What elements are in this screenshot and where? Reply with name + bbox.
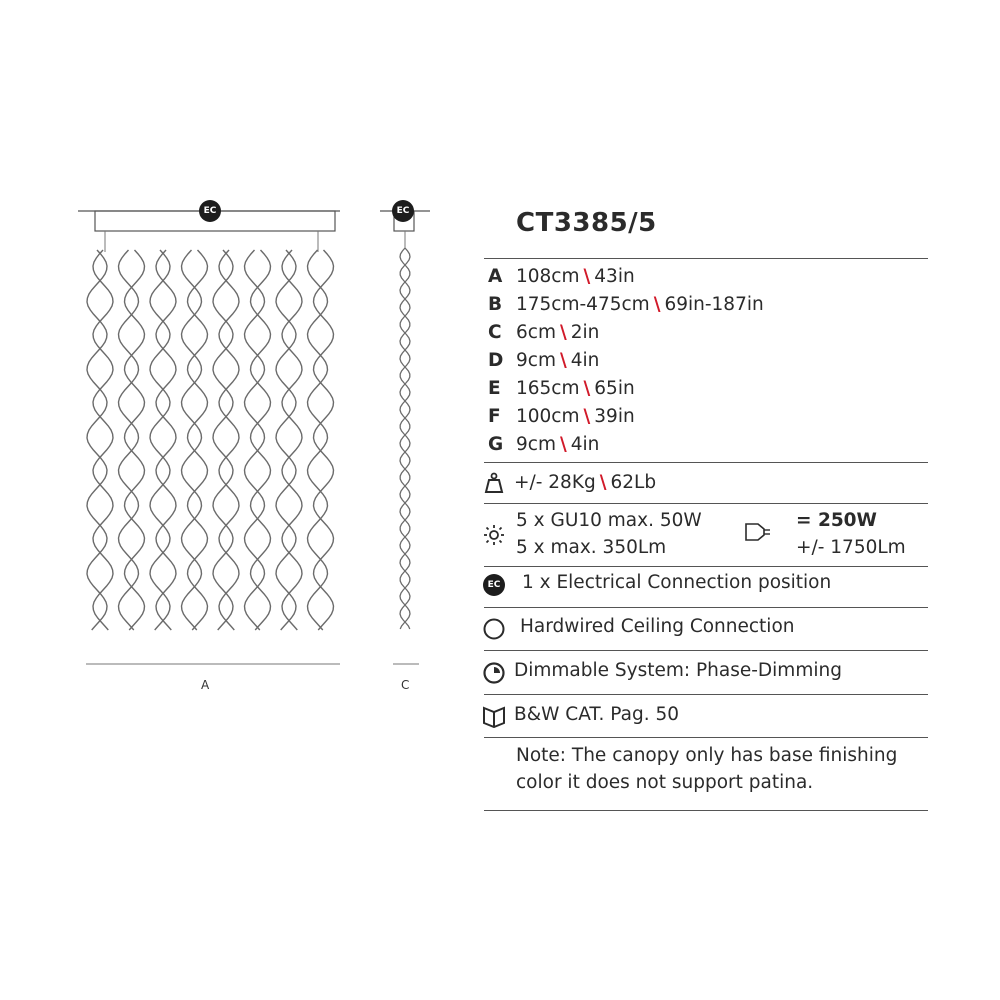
divider <box>484 503 928 504</box>
chain-strand <box>188 250 208 630</box>
chain-strand <box>156 250 176 630</box>
dimmable-text: Dimmable System: Phase-Dimming <box>514 660 842 681</box>
circle-icon <box>482 617 506 641</box>
chandelier-side-view <box>400 248 410 629</box>
dimension-metric: 165cm <box>516 378 580 399</box>
dimension-row <box>488 319 599 347</box>
dimension-letter: B <box>488 294 503 315</box>
dimension-metric: 108cm <box>516 266 580 287</box>
model-title: CT3385/5 <box>516 208 657 238</box>
dimension-metric: 6cm <box>516 322 556 343</box>
divider <box>484 694 928 695</box>
hardwired-text: Hardwired Ceiling Connection <box>520 616 795 637</box>
divider <box>484 810 928 811</box>
divider <box>484 566 928 567</box>
dimension-imperial: 43in <box>594 266 635 287</box>
label-side-c: C <box>401 678 410 692</box>
divider <box>484 650 928 651</box>
chandelier-front-view <box>87 250 334 630</box>
chain-strand <box>314 250 334 630</box>
bulbs-text: 5 x GU10 max. 50W <box>516 510 702 531</box>
separator: \ <box>583 266 591 287</box>
dimension-letter: C <box>488 322 502 343</box>
separator: \ <box>559 434 567 455</box>
total-watt: = 250W <box>796 510 877 531</box>
ec-badge-front: EC <box>199 200 221 222</box>
dimension-metric: 175cm-475cm <box>516 294 650 315</box>
dimension-row <box>488 403 635 431</box>
chain-strand <box>93 250 113 630</box>
catalog-text: B&W CAT. Pag. 50 <box>514 704 680 725</box>
dimension-row <box>488 375 635 403</box>
separator: \ <box>653 294 661 315</box>
chain-strand <box>245 250 265 630</box>
separator: \ <box>599 472 607 493</box>
chain-strand <box>219 250 239 630</box>
dimension-metric: 100cm <box>516 406 580 427</box>
dimension-letter: G <box>488 434 504 455</box>
dimension-letter: D <box>488 350 504 371</box>
dimension-row <box>488 431 599 459</box>
dimension-row <box>488 347 599 375</box>
dimension-imperial: 65in <box>594 378 635 399</box>
chain-strand <box>251 250 271 630</box>
divider <box>484 462 928 463</box>
dimmer-icon <box>482 661 506 685</box>
technical-drawing <box>0 0 480 720</box>
separator: \ <box>559 350 567 371</box>
chain-strand <box>150 250 170 630</box>
chain-strand <box>119 250 139 630</box>
separator: \ <box>559 322 567 343</box>
ec-badge-side: EC <box>392 200 414 222</box>
weight-metric: +/- 28Kg <box>514 472 596 493</box>
sun-icon <box>483 524 505 546</box>
dimension-row <box>488 291 764 319</box>
dimension-imperial: 2in <box>570 322 600 343</box>
divider <box>484 258 928 259</box>
dimension-imperial: 69in-187in <box>664 294 764 315</box>
dimension-row <box>488 263 635 291</box>
weight-text <box>514 472 656 493</box>
total-lumens: +/- 1750Lm <box>796 537 906 558</box>
dimension-metric: 9cm <box>516 434 556 455</box>
chain-strand <box>213 250 233 630</box>
dimension-letter: E <box>488 378 501 399</box>
chain-strand <box>308 250 328 630</box>
chain-strand <box>276 250 296 630</box>
label-front-a: A <box>201 678 210 692</box>
ec-badge-legend: EC <box>483 574 505 596</box>
separator: \ <box>583 378 591 399</box>
catalog-icon <box>482 704 506 728</box>
electrical-text: 1 x Electrical Connection position <box>522 572 832 593</box>
dimension-letter: F <box>488 406 501 427</box>
divider <box>484 737 928 738</box>
note-line-1: Note: The canopy only has base finishing <box>516 745 898 766</box>
divider <box>484 607 928 608</box>
dimension-metric: 9cm <box>516 350 556 371</box>
dimension-imperial: 4in <box>570 434 600 455</box>
note-line-2: color it does not support patina. <box>516 772 814 793</box>
chain-strand <box>182 250 202 630</box>
bulb-icon <box>744 520 774 544</box>
chain-strand <box>87 250 107 630</box>
dimension-imperial: 4in <box>570 350 600 371</box>
weight-icon <box>484 472 504 494</box>
chain-strand <box>125 250 145 630</box>
lumens-text: 5 x max. 350Lm <box>516 537 667 558</box>
separator: \ <box>583 406 591 427</box>
chain-strand <box>282 250 302 630</box>
dimension-imperial: 39in <box>594 406 635 427</box>
weight-imperial: 62Lb <box>610 472 657 493</box>
dimension-letter: A <box>488 266 503 287</box>
